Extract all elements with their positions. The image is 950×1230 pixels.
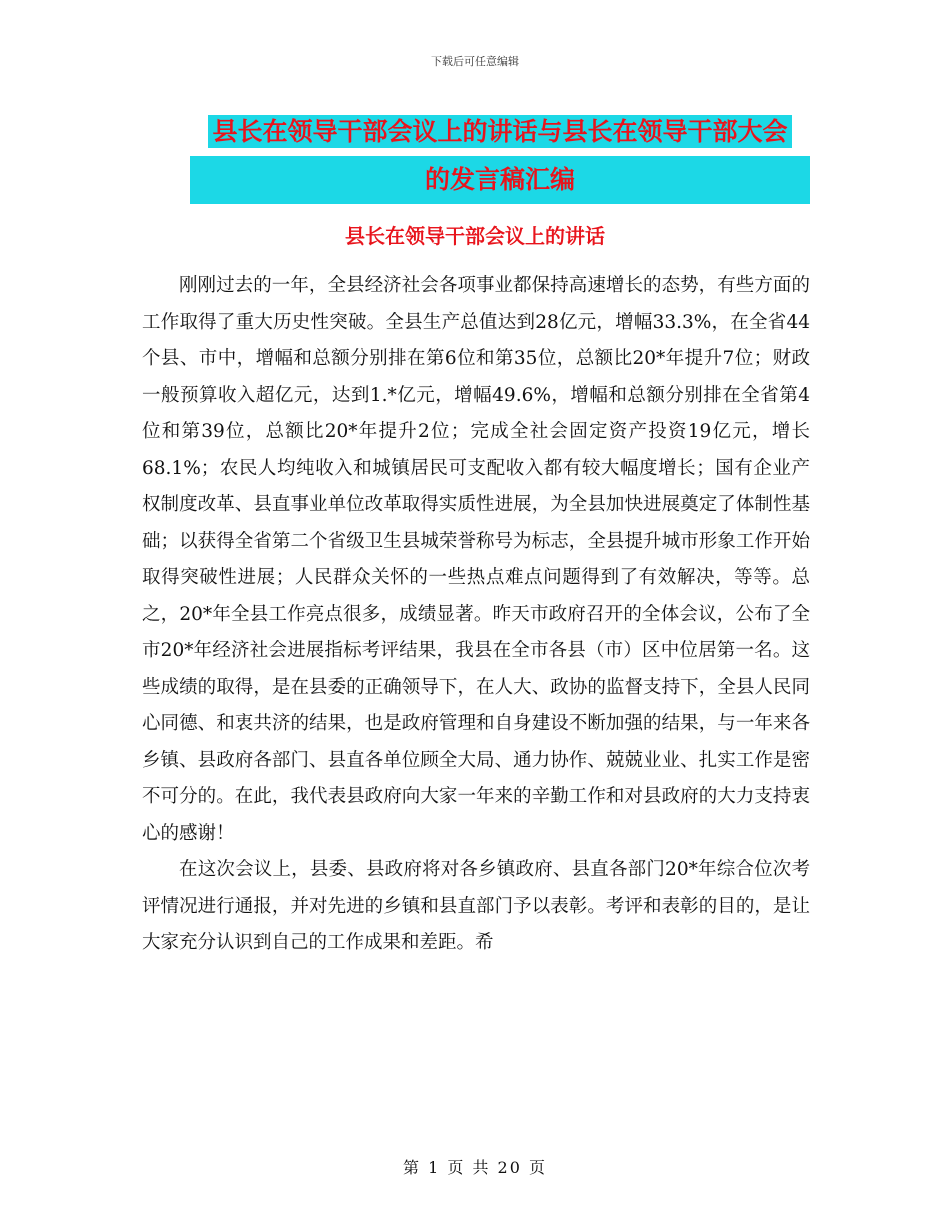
- paragraph: 刚刚过去的一年，全县经济社会各项事业都保持高速增长的态势，有些方面的工作取得了重大历史性突破。全县生产总值达到28亿元，增幅33.3%，在全省44个县、市中，增幅和总额分别排在第6位和第35位，总额比20*年提升7位；财政一般预算收入超亿元，达到1.*亿元，增幅49.6%，增幅和总额分别排在全省第4位和第39位，总额比20*年提升2位；完成全社会固定资产投资19亿元，增长68.1%；农民人均纯收入和城镇居民可支配收入都有较大幅度增长；国有企业产权制度改革、县直事业单位改革取得实质性进展，为全县加快进展奠定了体制性基础；以获得全省第二个省级卫生县城荣誉称号为标志，全县提升城市形象工作开始取得突破性进展；人民群众关怀的一些热点难点问题得到了有效解决，等等。总之，20*年全县工作亮点很多，成绩显著。昨天市政府召开的全体会议，公布了全市20*年经济社会进展指标考评结果，我县在全市各县（市）区中位居第一名。这些成绩的取得，是在县委的正确领导下，在人大、政协的监督支持下，全县人民同心同德、和衷共济的结果，也是政府管理和自身建设不断加强的结果，与一年来各乡镇、县政府各部门、县直各单位顾全大局、通力协作、兢兢业业、扎实工作是密不可分的。在此，我代表县政府向大家一年来的辛勤工作和对县政府的大力支持衷心的感谢！: [142, 275, 810, 844]
- body-text: [142, 268, 810, 962]
- header-note: 下载后可任意编辑: [431, 55, 519, 68]
- section-title: 县长在领导干部会议上的讲话: [345, 224, 605, 248]
- document-title: [190, 110, 810, 204]
- document-title-line-1: 县长在领导干部会议上的讲话与县长在领导干部大会: [208, 115, 791, 148]
- paragraph: 在这次会议上，县委、县政府将对各乡镇政府、县直各部门20*年综合位次考评情况进行通报，并对先进的乡镇和县直部门予以表彰。考评和表彰的目的，是让大家充分认识到自己的工作成果和差距。希: [142, 859, 810, 953]
- document-title-line-2: 的发言稿汇编: [190, 156, 810, 204]
- page-footer: 第 1 页 共 20 页: [403, 1158, 547, 1177]
